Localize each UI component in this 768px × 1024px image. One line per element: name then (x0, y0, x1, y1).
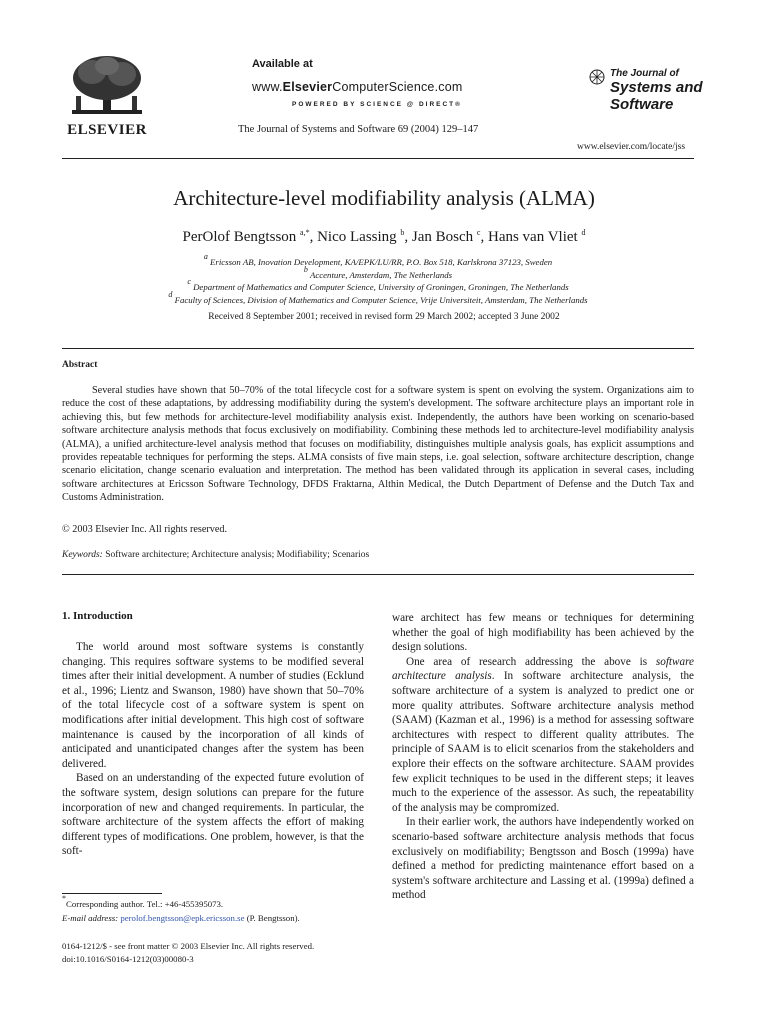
abstract-heading: Abstract (62, 360, 98, 370)
abstract-copyright: © 2003 Elsevier Inc. All rights reserved. (62, 524, 228, 535)
author-affil-mark: a,* (300, 228, 310, 237)
doi-line: doi:10.1016/S0164-1212(03)00080-3 (62, 953, 194, 964)
keywords-list: Software architecture; Architecture analysis; Modifiability; Scenarios (105, 550, 370, 560)
author-affil-mark: c (476, 228, 481, 237)
author-name: PerOlof Bengtsson (182, 229, 297, 245)
footnote-corresponding: *Corresponding author. Tel.: +46-455395073. (62, 894, 224, 909)
keywords-label: Keywords: (62, 550, 103, 560)
available-at-label: Available at (252, 58, 313, 70)
journal-logo (588, 68, 708, 113)
url-tld: .com (434, 80, 463, 94)
affiliations (62, 252, 694, 306)
header-rule (62, 158, 694, 159)
url-brand: Elsevier (282, 80, 333, 94)
url-www: www. (252, 80, 283, 94)
footnote-email: E-mail address: perolof.bengtsson@epk.ericsson.se (P. Bengtsson). (62, 912, 300, 923)
issn-doi (62, 940, 314, 965)
journal-citation: The Journal of Systems and Software 69 (2004) 129–147 (238, 124, 479, 135)
affiliation: $^d$ Faculty of Sciences, Division of Mathematics and Computer Science, Vrije Universiteit, Amsterdam, The Netherlands (168, 289, 588, 305)
footnote-rule (62, 893, 162, 894)
paragraph: In their earlier work, the authors have independently worked on scenario-based software architecture analysis methods that focus exclusively on modifiability; Bengtsson and Bosch (1999a) have defined a method for predicting maintenance effort based on a system's software architecture and Lassing et al. (1999a) defined a method (392, 816, 694, 902)
keywords (62, 550, 369, 560)
left-column (62, 640, 364, 859)
author-name: Nico Lassing (317, 229, 397, 245)
received-dates: Received 8 September 2001; received in revised form 29 March 2002; accepted 3 June 2002 (208, 312, 560, 322)
paragraph: The world around most software systems is constantly changing. This requires software systems to be modified several times after their initial development. A number of studies (Ecklund et al., 1996; Lientz and Swanson, 1980) have shown that 50–70% of the total lifecycle cost of a software system is spent on modifications after initial development. This high cost of software maintenance is caused by the incorporation of all kinds of anticipated and unanticipated changes after the system has been delivered. (62, 641, 364, 770)
elsevier-tree-icon (62, 52, 152, 120)
sciencedirect-url[interactable] (252, 80, 462, 94)
author-list: PerOlof Bengtsson $^{a,*}$, Nico Lassing $^b$, Jan Bosch $^c$, Hans van Vliet $^d$ (182, 228, 586, 245)
paragraph: Based on an understanding of the expected future evolution of the software system, design solutions can prepare for the future incorporation of new and changed requirements. In particular, the software architecture of the system affects the effort of making different types of modifications. One problem, however, is that the soft- (62, 772, 364, 858)
article-title: Architecture-level modifiability analysis (ALMA) (173, 186, 595, 210)
abstract-bottom-rule (62, 574, 694, 575)
section-heading: 1. Introduction (62, 610, 133, 622)
issn-line: 0164-1212/$ - see front matter © 2003 Elsevier Inc. All rights reserved. (62, 941, 315, 951)
paragraph: One area of research addressing the above is software architecture analysis. In software architecture analysis, the software architecture of a system is analyzed to predict one or more quality attributes. Software architecture analysis method (SAAM) (Kazman et al., 1996) is a method for assessing software architectures with respect to different quality attributes. The principle of SAAM is to elicit scenarios from the stakeholders and explore their effects on the software architecture. SAAM provides few explicit techniques to be used in the different steps; it leaves much to the experience of the assessor. As such, the repeatability of the analysis may be compromized. (392, 655, 695, 814)
journal-logo-line3: Software (610, 96, 674, 113)
journal-logo-line2: Systems and (610, 79, 703, 96)
powered-by-sciencedirect: POWERED BY SCIENCE @ DIRECT® (292, 101, 462, 108)
affiliation: $^c$ Department of Mathematics and Computer Science, University of Groningen, Groningen, The Netherlands (187, 277, 569, 293)
right-column (392, 611, 694, 903)
email-link[interactable]: perolof.bengtsson@epk.ericsson.se (120, 912, 245, 923)
abstract-body: Several studies have shown that 50–70% of the total lifecycle cost for a software system is spent on evolving the system. Organizations aim to reduce the cost of these adaptations, by addressing modifiability during the system's development. The software architecture plays an important role in achieving this, but few methods for architecture-level modifiability analysis exist. Independently, the authors have been working on scenario-based software architecture analysis methods that focus exclusively on modifiability. Combining these methods led to architecture-level modifiability analysis (ALMA), a unified architecture-level analysis method that focuses on modifiability, distinguishes multiple analysis goals, has explicit assumptions and provides repeatable techniques for performing the steps. ALMA consists of five main steps, i.e. goal selection, software architecture description, change scenario elicitation, change scenario evaluation and interpretation. The method has been validated through its application in several cases, including software architectures at Ericsson Software Technology, DFDS Fraktarna, Althin Medical, the Dutch Department of Defense and the Dutch Tax and Customs Administration. (62, 385, 694, 504)
author-affil-mark: b (400, 228, 405, 237)
elsevier-wordmark: ELSEVIER (67, 122, 147, 138)
author-affil-mark: d (581, 228, 586, 237)
affiliation: $^b$ Accenture, Amsterdam, The Netherlands (303, 264, 453, 280)
paragraph: ware architect has few means or techniques for determining whether the goal of high modifiability has been achieved by the design solutions. (392, 612, 694, 654)
journal-url[interactable]: www.elsevier.com/locate/jss (577, 142, 686, 152)
elsevier-logo (62, 52, 152, 140)
emphasis: software architecture analysis (392, 655, 694, 683)
abstract-top-rule (62, 348, 694, 349)
author-name: Hans van Vliet (487, 229, 578, 245)
url-rest: ComputerScience (332, 80, 435, 94)
journal-logo-line1: The Journal of (610, 68, 679, 79)
author-name: Jan Bosch (411, 229, 474, 245)
journal-emblem-icon (588, 68, 606, 86)
footnote (62, 894, 382, 925)
affiliation: $^a$ Ericsson AB, Inovation Development, KA/EPK/LU/RR, P.O. Box 518, Karlskrona 37123, Sweden (203, 252, 553, 267)
